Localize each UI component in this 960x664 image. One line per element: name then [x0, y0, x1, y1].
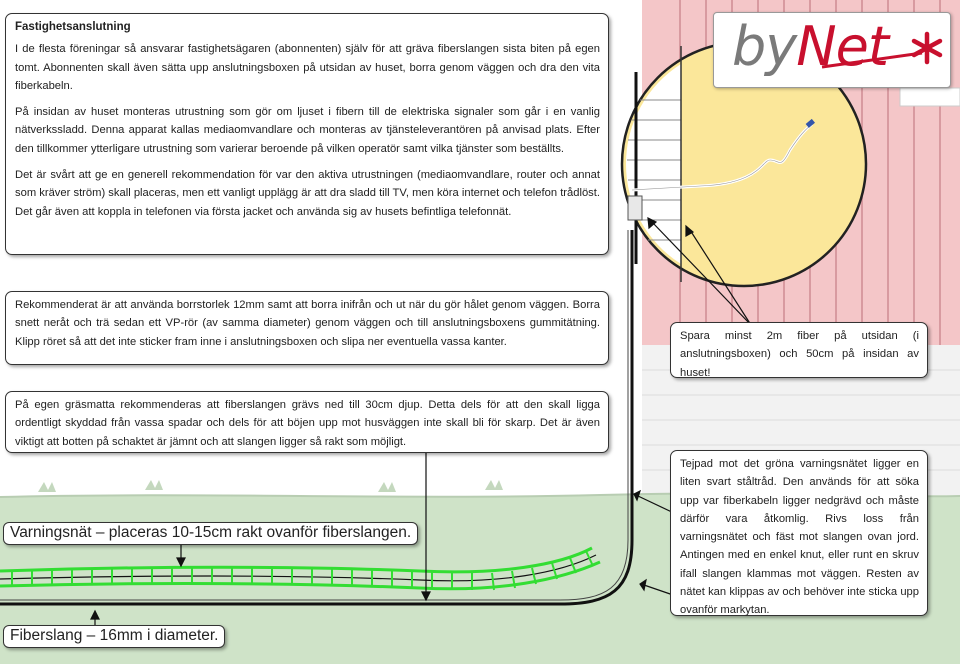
drill-box [5, 291, 609, 365]
lawn-box [5, 391, 609, 453]
intro-paragraph-1: I de flesta föreningar så ansvarar fastighetsägaren (abonnenten) själv för att gräva fiberslangen sista biten på egen tomt. Abonnenten skall även sätta upp anslutningsboxen på utsidan av huset, borra genom väggen och dra den vita fiberkabeln. [15, 43, 600, 92]
intro-heading: Fastighetsanslutning [15, 21, 131, 33]
logo-net: Net [796, 15, 889, 78]
intro-box [5, 13, 609, 255]
fiber-hose-label: Fiberslang – 16mm i diameter. [3, 625, 225, 648]
logo-by: by [732, 15, 797, 78]
drill-text: Rekommenderat är att använda borrstorlek 12mm samt att borra inifrån och ut när du gör hålet genom väggen. Borra snett neråt och trä sedan ett VP-rör (av samma diameter) genom väggen och till anslutningsboxens gummitätning. Klipp röret så att det inte sticker fram inne i anslutningsboxen och slipa ner eventuella vassa kanter. [15, 299, 600, 348]
steel-wire-box [670, 450, 928, 616]
lawn-text: På egen gräsmatta rekommenderas att fiberslangen grävs ned till 30cm djup. Detta dels för att den skall ligga ordentligt skyddad från vassa spadar och dels för att böjen upp mot husväggen inte skall bli för skarp. Det är även viktigt att botten på schaktet är jämnt och att slangen ligger så rakt som möjligt. [15, 399, 600, 448]
logo-underline [714, 13, 950, 87]
warning-net-label: Varningsnät – placeras 10-15cm rakt ovanför fiberslangen. [3, 522, 418, 545]
steel-wire-text: Tejpad mot det gröna varningsnätet ligger en liten svart ståltråd. Den används för att söka upp var fiberkabeln ligger nedgrävd och måste därför vara åtkomlig. Rivs loss från varningsnätet och fäst mot slangen ovan jord. Antingen med en enkel knut, eller runt en skruv ifall slangen klammas mot väggen. Resten av nätet kan klippas av och behöver inte sticka upp ovanför markytan. [680, 458, 919, 617]
intro-paragraph-3: Det är svårt att ge en generell rekommendation för var den aktiva utrustningen (mediaomvandlare, router och annat som kräver ström) skall placeras, men ett vanligt upplägg är att dra sladd till TV, men köra internet och telefon trådlöst. Det går även att koppla in telefonen via första jacket och använda sig av husets befintliga telefonnät. [15, 169, 600, 218]
intro-paragraph-2: På insidan av huset monteras utrustning som gör om ljuset i fibern till de elektriska signaler som går i en vanlig nätverkssladd. Denna apparat kallas mediaomvandlare och monteras av tjänsteleverantören på anvisad plats. Efter den tillkommer ytterligare utrustning som varierar beroende på vilken operatör samt vilka tjänster som beställts. [15, 106, 600, 155]
bynet-logo [713, 12, 951, 88]
spare-fiber-text: Spara minst 2m fiber på utsidan (i anslutningsboxen) och 50cm på insidan av huset! [680, 330, 919, 379]
spare-fiber-box [670, 322, 928, 378]
